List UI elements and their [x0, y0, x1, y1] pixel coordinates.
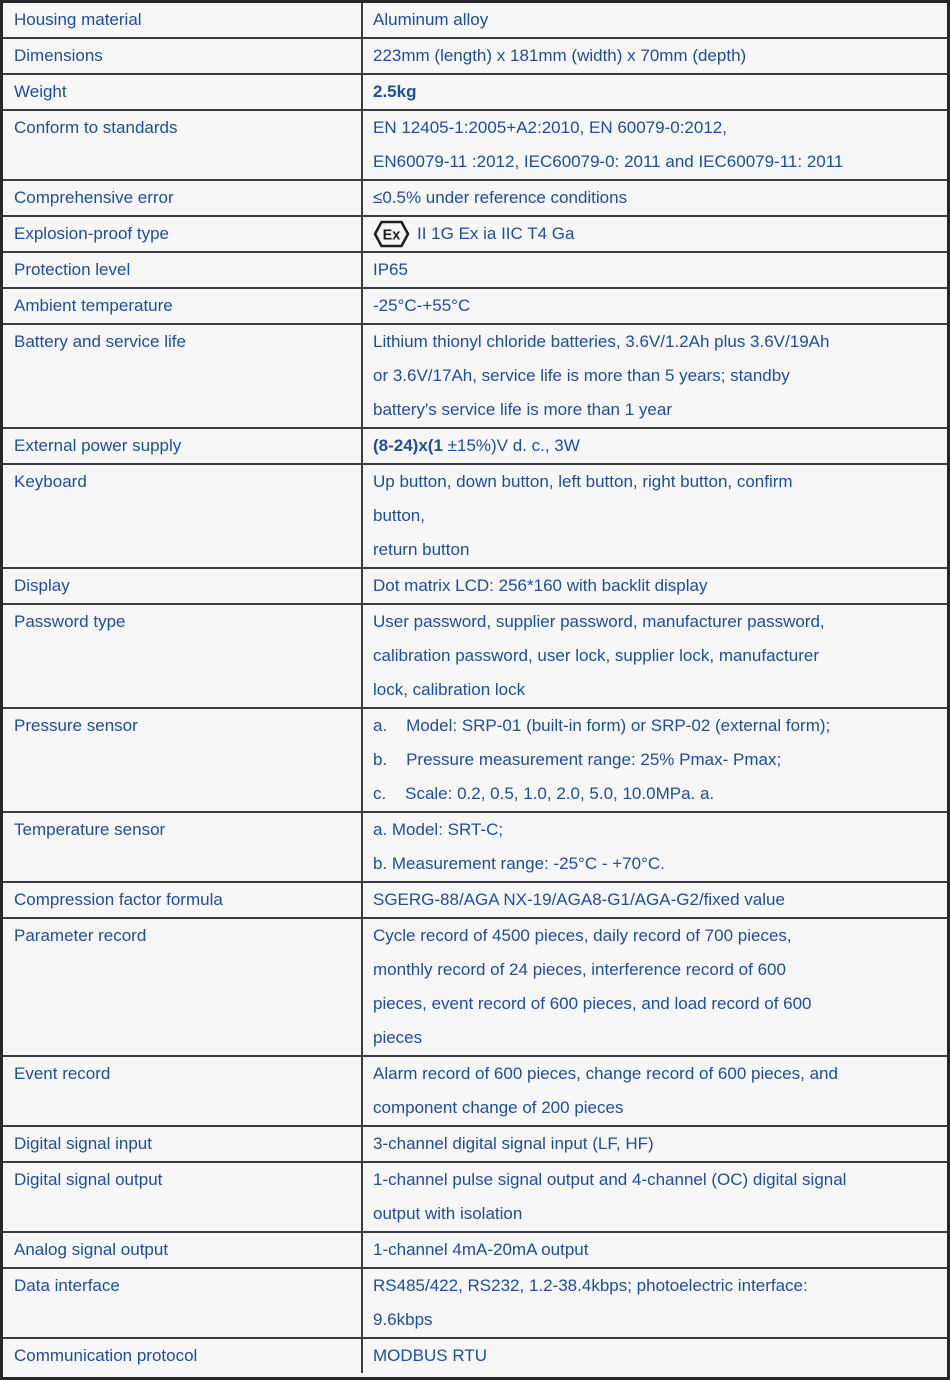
- spec-value-line: [373, 569, 939, 603]
- spec-text: 223mm (length) x 181mm (width) x 70mm (depth): [373, 46, 747, 65]
- spec-value: [363, 919, 947, 1055]
- spec-value-line: [373, 1021, 939, 1055]
- spec-value-line: [373, 289, 939, 323]
- spec-value-line: [373, 743, 939, 777]
- spec-value: [363, 883, 947, 917]
- svg-text:Ex: Ex: [382, 227, 401, 244]
- spec-value-line: [373, 813, 939, 847]
- spec-text: 9.6kbps: [373, 1310, 433, 1329]
- spec-value-line: [373, 39, 939, 73]
- spec-label: Compression factor formula: [3, 883, 363, 917]
- spec-value-line: [373, 359, 939, 393]
- spec-text: lock, calibration lock: [373, 680, 526, 699]
- spec-text: MODBUS RTU: [373, 1346, 487, 1365]
- spec-label: Pressure sensor: [3, 709, 363, 811]
- spec-text: Cycle record of 4500 pieces, daily record of 700 pieces,: [373, 926, 792, 945]
- spec-value: [363, 1269, 947, 1337]
- spec-row: [3, 813, 947, 883]
- spec-value-line: [373, 1057, 939, 1091]
- spec-row: [3, 605, 947, 709]
- spec-value-line: [373, 883, 939, 917]
- spec-value: [363, 1127, 947, 1161]
- spec-value: [363, 289, 947, 323]
- spec-text: -25°C-+55°C: [373, 296, 471, 315]
- spec-label: Explosion-proof type: [3, 217, 363, 251]
- spec-text: II 1G Ex ia IIC T4 Ga: [417, 224, 575, 243]
- spec-label: External power supply: [3, 429, 363, 463]
- spec-label: Digital signal output: [3, 1163, 363, 1231]
- spec-value-line: [373, 987, 939, 1021]
- spec-value: [363, 1339, 947, 1373]
- spec-label: Dimensions: [3, 39, 363, 73]
- spec-label: Conform to standards: [3, 111, 363, 179]
- spec-text: return button: [373, 540, 470, 559]
- spec-label: Ambient temperature: [3, 289, 363, 323]
- spec-label: Temperature sensor: [3, 813, 363, 881]
- spec-value-line: [373, 1163, 939, 1197]
- spec-text: ±15%)V d. c., 3W: [442, 436, 580, 455]
- spec-text: IP65: [373, 260, 408, 279]
- spec-label: Digital signal input: [3, 1127, 363, 1161]
- spec-text: Dot matrix LCD: 256*160 with backlit display: [373, 576, 708, 595]
- spec-row: [3, 1269, 947, 1339]
- spec-label: Keyboard: [3, 465, 363, 567]
- spec-value-line: [373, 499, 939, 533]
- spec-row: [3, 289, 947, 325]
- spec-value-line: [373, 465, 939, 499]
- spec-row: [3, 429, 947, 465]
- spec-row: [3, 1233, 947, 1269]
- spec-text: EN60079-11 :2012, IEC60079-0: 2011 and IEC60079-11: 2011: [373, 152, 844, 171]
- spec-text: Alarm record of 600 pieces, change record of 600 pieces, and: [373, 1064, 838, 1083]
- spec-row: [3, 181, 947, 217]
- spec-text: SGERG-88/AGA NX-19/AGA8-G1/AGA-G2/fixed value: [373, 890, 785, 909]
- spec-value-line: [373, 777, 939, 811]
- spec-label: Protection level: [3, 253, 363, 287]
- spec-text: b. Pressure measurement range: 25% Pmax- Pmax;: [373, 750, 782, 769]
- spec-value-line: [373, 533, 939, 567]
- spec-value: [363, 465, 947, 567]
- spec-value-line: [373, 393, 939, 427]
- spec-value-line: [373, 1303, 939, 1337]
- spec-text: User password, supplier password, manufacturer password,: [373, 612, 825, 631]
- spec-value-line: [373, 181, 939, 215]
- spec-value-line: [373, 639, 939, 673]
- spec-text: monthly record of 24 pieces, interference record of 600: [373, 960, 786, 979]
- spec-row: [3, 39, 947, 75]
- spec-text: component change of 200 pieces: [373, 1098, 624, 1117]
- spec-text: Up button, down button, left button, right button, confirm: [373, 472, 793, 491]
- spec-label: Data interface: [3, 1269, 363, 1337]
- spec-row: [3, 883, 947, 919]
- spec-row: [3, 1057, 947, 1127]
- spec-row: [3, 75, 947, 111]
- spec-text: battery's service life is more than 1 year: [373, 400, 672, 419]
- spec-value-line: [373, 709, 939, 743]
- spec-value-line: [373, 325, 939, 359]
- spec-label: Weight: [3, 75, 363, 109]
- spec-label: Password type: [3, 605, 363, 707]
- spec-value-line: [373, 1197, 939, 1231]
- spec-value-line: [373, 217, 939, 251]
- spec-text: button,: [373, 506, 425, 525]
- spec-value: [363, 111, 947, 179]
- spec-value: [363, 39, 947, 73]
- spec-value: [363, 1233, 947, 1267]
- spec-value-line: [373, 253, 939, 287]
- spec-label: Analog signal output: [3, 1233, 363, 1267]
- spec-text: 1-channel 4mA-20mA output: [373, 1240, 589, 1259]
- spec-text: Aluminum alloy: [373, 10, 489, 29]
- spec-text: c. Scale: 0.2, 0.5, 1.0, 2.0, 5.0, 10.0MPa. a.: [373, 784, 715, 803]
- spec-label: Event record: [3, 1057, 363, 1125]
- spec-row: [3, 1163, 947, 1233]
- spec-value-line: [373, 1127, 939, 1161]
- ex-certification-icon: [373, 220, 410, 248]
- spec-value-line: [373, 847, 939, 881]
- spec-text: a. Model: SRP-01 (built-in form) or SRP-02 (external form);: [373, 716, 831, 735]
- spec-text: 1-channel pulse signal output and 4-channel (OC) digital signal: [373, 1170, 847, 1189]
- spec-text: pieces, event record of 600 pieces, and load record of 600: [373, 994, 812, 1013]
- spec-value: [363, 325, 947, 427]
- spec-row: [3, 3, 947, 39]
- spec-value-line: [373, 3, 939, 37]
- spec-value: [363, 709, 947, 811]
- spec-text: 3-channel digital signal input (LF, HF): [373, 1134, 654, 1153]
- spec-text: (8-24)x(1: [373, 436, 443, 455]
- spec-label: Comprehensive error: [3, 181, 363, 215]
- spec-value-line: [373, 673, 939, 707]
- spec-text: a. Model: SRT-C;: [373, 820, 504, 839]
- spec-value-line: [373, 111, 939, 145]
- spec-value-line: [373, 1233, 939, 1267]
- spec-row: [3, 569, 947, 605]
- spec-text: RS485/422, RS232, 1.2-38.4kbps; photoelectric interface:: [373, 1276, 808, 1295]
- spec-label: Parameter record: [3, 919, 363, 1055]
- spec-value: [363, 569, 947, 603]
- spec-text: or 3.6V/17Ah, service life is more than 5 years; standby: [373, 366, 790, 385]
- spec-label: Communication protocol: [3, 1339, 363, 1373]
- spec-row: [3, 709, 947, 813]
- spec-row: [3, 111, 947, 181]
- spec-value: [363, 813, 947, 881]
- spec-label: Display: [3, 569, 363, 603]
- spec-value: [363, 75, 947, 109]
- spec-value-line: [373, 953, 939, 987]
- spec-row: [3, 253, 947, 289]
- spec-row: [3, 1127, 947, 1163]
- spec-row: [3, 919, 947, 1057]
- spec-row: [3, 465, 947, 569]
- spec-value-line: [373, 1339, 939, 1373]
- spec-text: b. Measurement range: -25°C - +70°C.: [373, 854, 665, 873]
- spec-text: 2.5kg: [373, 82, 417, 101]
- spec-value-line: [373, 145, 939, 179]
- spec-value: [363, 181, 947, 215]
- spec-value: [363, 1057, 947, 1125]
- spec-value-line: [373, 1269, 939, 1303]
- spec-value: [363, 253, 947, 287]
- spec-value-line: [373, 1091, 939, 1125]
- spec-value: [363, 1163, 947, 1231]
- spec-label: Housing material: [3, 3, 363, 37]
- spec-row: [3, 217, 947, 253]
- spec-text: calibration password, user lock, supplier lock, manufacturer: [373, 646, 819, 665]
- spec-value-line: [373, 75, 939, 109]
- spec-value: [363, 3, 947, 37]
- spec-value-line: [373, 605, 939, 639]
- spec-text: Lithium thionyl chloride batteries, 3.6V/1.2Ah plus 3.6V/19Ah: [373, 332, 830, 351]
- spec-label: Battery and service life: [3, 325, 363, 427]
- spec-value-line: [373, 919, 939, 953]
- spec-text: pieces: [373, 1028, 423, 1047]
- spec-text: ≤0.5% under reference conditions: [373, 188, 628, 207]
- spec-row: [3, 325, 947, 429]
- spec-value-line: [373, 429, 939, 463]
- spec-text: output with isolation: [373, 1204, 523, 1223]
- spec-value: [363, 429, 947, 463]
- spec-text: EN 12405-1:2005+A2:2010, EN 60079-0:2012,: [373, 118, 727, 137]
- spec-row: [3, 1339, 947, 1373]
- spec-value: [363, 217, 947, 251]
- spec-value: [363, 605, 947, 707]
